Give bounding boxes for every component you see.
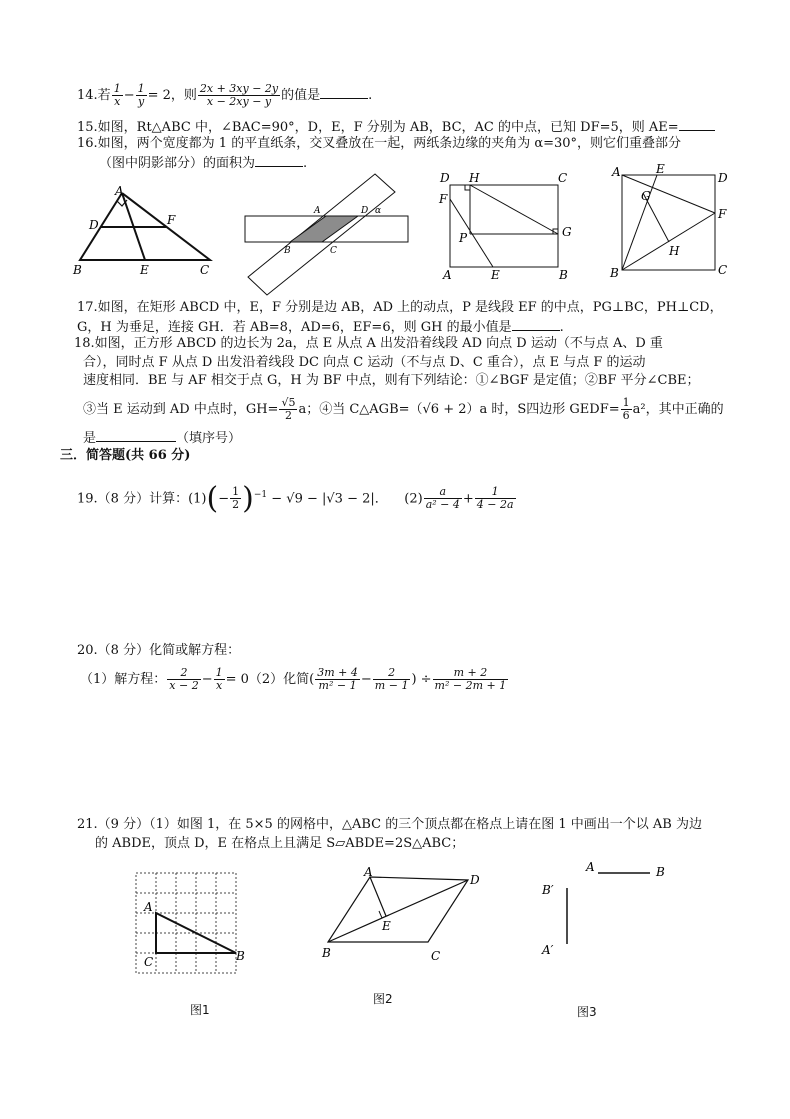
figure-16-paper-strips [240, 170, 415, 295]
figure-17-rectangle [435, 168, 585, 283]
label-b: B [559, 268, 568, 282]
question-17-line1: 17.如图，在矩形 ABCD 中，E，F 分别是边 AB，AD 上的动点，P 是线段 EF 的中点，PG⊥BC，PH⊥CD， [77, 300, 723, 315]
question-21-line2: 的 ABDE，顶点 D，E 在格点上且满足 S▱ABDE=2S△ABC； [95, 836, 465, 851]
label-a: A [612, 165, 621, 179]
segment-ae [370, 877, 386, 916]
section-3-heading: 三．简答题(共 66 分) [60, 448, 191, 463]
question-19: 19.（8 分）计算：(1)(− $\frac{1}{2}$ )$^{-1}$ − √9 − |√3 − 2|． (2) $\frac{a}{\text{a² − 4}}$ + $\frac{1}{4 - 2a}$ [77, 480, 514, 516]
figure-21-3-segments [540, 858, 680, 968]
answer-blank-16[interactable] [255, 154, 303, 167]
label-b: B [656, 865, 665, 879]
question-21-line1: 21.（9 分）（1）如图 1，在 5×5 的网格中，△ABC 的三个顶点都在格点上请在图 1 中画出一个以 AB 为边 [77, 817, 702, 832]
label-e: E [382, 919, 391, 933]
question-20-label: 20.（8 分）化简或解方程： [77, 643, 241, 658]
label-d: D [440, 171, 450, 185]
segment-hg [470, 185, 558, 234]
shaded-overlap [290, 216, 358, 242]
label-c: C [431, 949, 441, 963]
label-d: D [361, 206, 369, 216]
answer-blank-14[interactable] [320, 86, 368, 99]
label-d: D [470, 873, 480, 887]
question-18-line1: 18.如图，正方形 ABCD 的边长为 2a，点 E 从点 A 出发沿着线段 AD 向点 D 运动（不与点 A、D 重 [74, 336, 663, 351]
label-b: B [73, 263, 82, 277]
label-d: D [89, 218, 99, 232]
label-a: A [364, 865, 373, 879]
label-d: D [718, 171, 728, 185]
label-e: E [491, 268, 500, 282]
label-a: A [443, 268, 452, 282]
answer-blank-15[interactable] [679, 118, 715, 131]
label-c: C [200, 263, 210, 277]
figure-15-triangle [70, 185, 220, 280]
question-17-line2: G，H 为垂足，连接 GH．若 AB=8，AD=6，EF=6，则 GH 的最小值是 . [77, 320, 564, 335]
label-c: C [330, 246, 337, 256]
question-14: 14.若 $\frac{1}{x}$ − $\frac{1}{y}$ = 2，则 $\frac{2x + 3xy - 2y}{x - 2xy - y}$ 的值是 . [77, 82, 373, 108]
question-18-line2: 合），同时点 F 从点 D 出发沿着线段 DC 向点 C 运动（不与点 D、C 重合），点 E 与点 F 的运动 [83, 355, 646, 370]
figure-21-1-grid [128, 868, 248, 983]
label-h: H [669, 244, 680, 258]
label-g: G [641, 189, 651, 203]
question-15: 15.如图，Rt△ABC 中，∠BAC=90°，D，E，F 分别为 AB，BC，AC 的中点，已知 DF=5，则 AE= [77, 118, 715, 136]
segment-af [622, 175, 715, 213]
label-a: A [314, 206, 321, 216]
answer-blank-18[interactable] [96, 429, 176, 442]
question-18-line5: 是 （填序号） [83, 431, 242, 446]
label-e: E [140, 263, 149, 277]
question-16-line1: 16.如图，两个宽度都为 1 的平直纸条，交叉叠放在一起，两纸条边缘的夹角为 α=30°，则它们重叠部分 [77, 136, 682, 151]
figure-21-2-caption: 图2 [373, 992, 393, 1006]
label-alpha: α [375, 206, 382, 216]
label-b: B [322, 946, 331, 960]
question-18-line3: 速度相同．BE 与 AF 相交于点 G，H 为 BF 中点，则有下列结论：①∠BGF 是定值；②BF 平分∠CBE； [83, 373, 700, 388]
segment-fe [450, 199, 493, 267]
label-h: H [469, 171, 480, 185]
figure-21-1-caption: 图1 [190, 1003, 210, 1017]
label-e: E [656, 162, 665, 176]
question-18-line4: ③当 E 运动到 AD 中点时，GH= $\frac{√5}{2}$ a；④当 C△AGB=（√6 + 2）a 时，S四边形 GEDF= $\frac{1}{6}$ a²，其中正确的 [83, 396, 724, 422]
label-a-prime: A′ [542, 943, 554, 957]
label-b-prime: B′ [542, 883, 554, 897]
diagonal-bd [328, 880, 468, 942]
label-c: C [144, 955, 154, 969]
label-f: F [167, 213, 176, 227]
label-f: F [718, 207, 727, 221]
label-g: G [562, 225, 572, 239]
label-b: B [284, 246, 291, 256]
label-c: C [558, 171, 568, 185]
figure-18-square [607, 160, 737, 282]
answer-blank-17[interactable] [512, 318, 560, 331]
label-a: A [586, 860, 595, 874]
question-20-parts: （1）解方程： $\frac{2}{x - 2}$ − $\frac{1}{x}$ = 0（2）化简( $\frac{3m + 4}{\text{m² − 1}}$ − $\frac{2}{m - 1}$ ) ÷ $\frac{m + 2}{\text{m² − 2m + 1}}$ [80, 666, 507, 692]
question-16-line2: （图中阴影部分）的面积为 . [99, 156, 308, 171]
right-angle-h [465, 185, 470, 190]
label-a: A [144, 900, 153, 914]
figure-21-3-caption: 图3 [577, 1005, 597, 1019]
figure-21-2-parallelogram [318, 865, 488, 970]
label-b: B [236, 949, 245, 963]
label-a: A [115, 184, 124, 198]
label-p: P [459, 231, 468, 245]
segment-be [622, 175, 657, 270]
label-c: C [718, 263, 728, 277]
label-b: B [610, 266, 619, 280]
label-f: F [439, 192, 448, 206]
rectangle-abcd [450, 185, 558, 267]
